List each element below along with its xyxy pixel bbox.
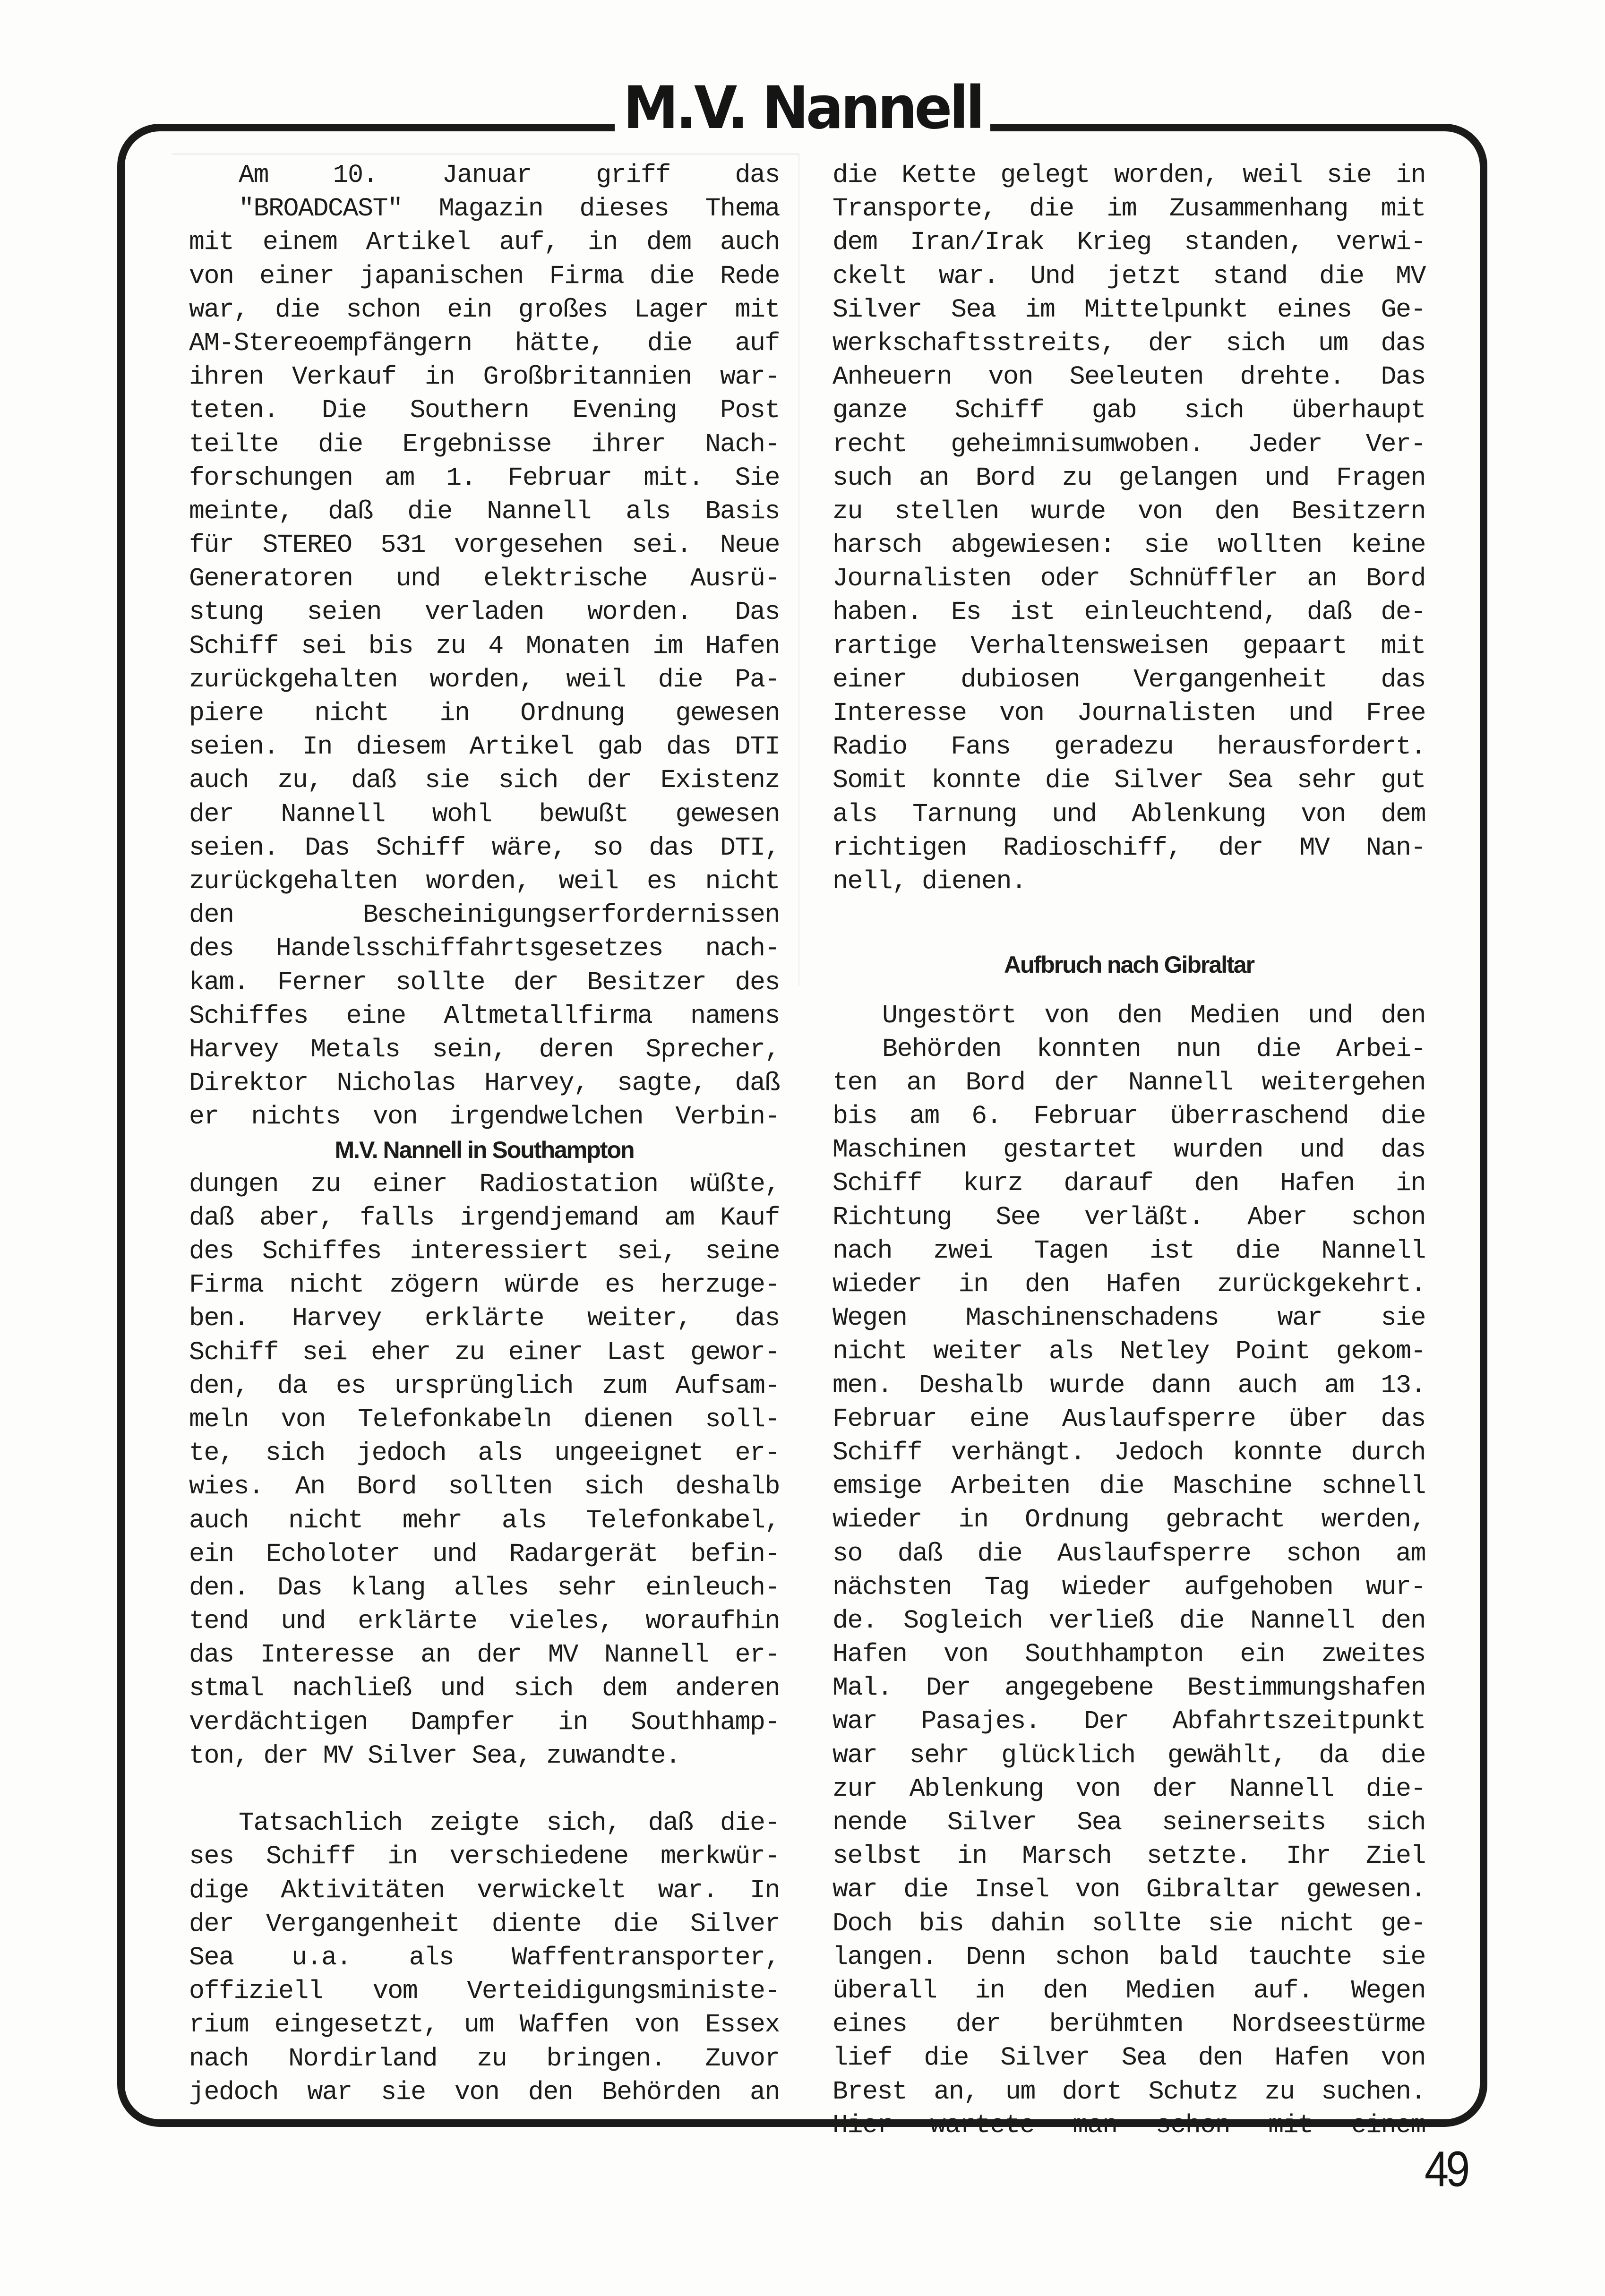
text-line: Schiff sei bis zu 4 Monaten im Hafen <box>189 631 780 661</box>
text-line: von einer japanischen Firma die Rede <box>189 261 780 291</box>
text-line: men. Deshalb wurde dann auch am 13. <box>833 1370 1425 1400</box>
text-line: te, sich jedoch als ungeeignet er- <box>189 1438 780 1468</box>
text-line: die Kette gelegt worden, weil sie in <box>833 160 1425 190</box>
text-line: Sea u.a. als Waffentransporter, <box>189 1942 780 1972</box>
text-line: ein Echoloter und Radargerät befin- <box>189 1539 780 1569</box>
text-line: der Vergangenheit diente die Silver <box>189 1909 780 1939</box>
paragraph-gap <box>189 1773 780 1806</box>
text-line: Mal. Der angegebene Bestimmungshafen <box>833 1673 1425 1703</box>
text-line: als Tarnung und Ablenkung von dem <box>833 799 1425 829</box>
text-line: Hier wartete man schon mit einem <box>833 2110 1425 2140</box>
text-line: nächsten Tag wieder aufgehoben wur- <box>833 1572 1425 1602</box>
text-line: des Handelsschiffahrtsgesetzes nach- <box>189 934 780 964</box>
text-line: Ungestört von den Medien und den <box>882 1000 1425 1030</box>
right-part2 <box>833 999 1425 2142</box>
text-line: den Bescheinigungserfordernissen <box>189 900 780 930</box>
text-line: Radio Fans geradezu herausfordert. <box>833 732 1425 762</box>
text-line: dem Iran/Irak Krieg standen, verwi- <box>833 227 1425 257</box>
text-line: rartige Verhaltensweisen gepaart mit <box>833 631 1425 661</box>
text-line: bis am 6. Februar überraschend die <box>833 1101 1425 1131</box>
text-line: einer dubiosen Vergangenheit das <box>833 664 1425 694</box>
left-part1 <box>189 158 780 1133</box>
text-line: tend und erklärte vieles, woraufhin <box>189 1606 780 1636</box>
text-line: recht geheimnisumwoben. Jeder Ver- <box>833 429 1425 459</box>
text-line: ckelt war. Und jetzt stand die MV <box>833 261 1425 291</box>
text-line: auch nicht mehr als Telefonkabel, <box>189 1505 780 1535</box>
text-line: war, die schon ein großes Lager mit <box>189 294 780 325</box>
text-line: Generatoren und elektrische Ausrü- <box>189 564 780 594</box>
text-line: Februar eine Auslaufsperre über das <box>833 1404 1425 1434</box>
text-line: den. Das klang alles sehr einleuch- <box>189 1572 780 1602</box>
text-line: ganze Schiff gab sich überhaupt <box>833 395 1425 426</box>
text-line: ben. Harvey erklärte weiter, das <box>189 1303 780 1334</box>
text-line: teten. Die Southern Evening Post <box>189 395 780 426</box>
text-line: nende Silver Sea seinerseits sich <box>833 1808 1425 1837</box>
text-line: ten an Bord der Nannell weitergehen <box>833 1067 1425 1097</box>
left-column <box>189 158 780 2109</box>
text-line: Anheuern von Seeleuten drehte. Das <box>833 362 1425 392</box>
subheading-gibraltar: Aufbruch nach Gibraltar <box>1004 951 1254 978</box>
text-line: stmal nachließ und sich dem anderen <box>189 1673 780 1704</box>
text-line: selbst in Marsch setzte. Ihr Ziel <box>833 1841 1425 1871</box>
text-line: er nichts von irgendwelchen Verbin- <box>189 1102 780 1132</box>
text-line: forschungen am 1. Februar mit. Sie <box>189 463 780 493</box>
text-line: jedoch war sie von den Behörden an <box>189 2077 780 2107</box>
text-line: Brest an, um dort Schutz zu suchen. <box>833 2076 1425 2107</box>
text-line: Am 10. Januar griff das <box>239 160 780 190</box>
text-line: verdächtigen Dampfer in Southhamp- <box>189 1707 780 1737</box>
text-line: ton, der MV Silver Sea, zuwandte. <box>189 1740 680 1771</box>
text-line: den, da es ursprünglich zum Aufsam- <box>189 1371 780 1401</box>
text-line: so daß die Auslaufsperre schon am <box>833 1538 1425 1568</box>
text-line: zurückgehalten worden, weil die Pa- <box>189 664 780 694</box>
text-line: Harvey Metals sein, deren Sprecher, <box>189 1034 780 1064</box>
text-line: war Pasajes. Der Abfahrtszeitpunkt <box>833 1706 1425 1737</box>
page-title: M.V. Nannell <box>615 78 991 137</box>
text-line: AM-Stereoempfängern hätte, die auf <box>189 328 780 358</box>
text-line: "BROADCAST" Magazin dieses Thema <box>239 194 780 224</box>
text-line: Hafen von Southhampton ein zweites <box>833 1639 1425 1670</box>
text-line: lief die Silver Sea den Hafen von <box>833 2043 1425 2073</box>
text-line: harsch abgewiesen: sie wollten keine <box>833 530 1425 560</box>
paragraph-gap <box>833 915 1425 948</box>
text-line: Tatsachlich zeigte sich, daß die- <box>239 1808 780 1838</box>
text-line: nach Nordirland zu bringen. Zuvor <box>189 2043 780 2073</box>
text-line: Transporte, die im Zusammenhang mit <box>833 194 1425 224</box>
text-line: nach zwei Tagen ist die Nannell <box>833 1235 1425 1266</box>
text-line: richtigen Radioschiff, der MV Nan- <box>833 832 1425 863</box>
text-line: nicht weiter als Netley Point gekom- <box>833 1336 1425 1367</box>
text-line: ses Schiff in verschiedene merkwür- <box>189 1842 780 1872</box>
text-line: eines der berühmten Nordseestürme <box>833 2009 1425 2039</box>
text-line: Richtung See verläßt. Aber schon <box>833 1202 1425 1232</box>
text-line: Doch bis dahin sollte sie nicht ge- <box>833 1908 1425 1938</box>
text-line: Schiff sei eher zu einer Last gewor- <box>189 1337 780 1367</box>
text-line: zurückgehalten worden, weil es nicht <box>189 866 780 896</box>
text-line: seien. Das Schiff wäre, so das DTI, <box>189 832 780 863</box>
text-line: haben. Es ist einleuchtend, daß de- <box>833 597 1425 627</box>
text-line: wieder in den Hafen zurückgekehrt. <box>833 1269 1425 1299</box>
text-line: wies. An Bord sollten sich deshalb <box>189 1472 780 1502</box>
right-column <box>833 158 1425 2142</box>
text-line: kam. Ferner sollte der Besitzer des <box>189 967 780 997</box>
text-line: zur Ablenkung von der Nannell die- <box>833 1773 1425 1804</box>
text-line: rium eingesetzt, um Waffen von Essex <box>189 2010 780 2040</box>
text-line: ihren Verkauf in Großbritannien war- <box>189 362 780 392</box>
text-line: piere nicht in Ordnung gewesen <box>189 698 780 728</box>
text-line: Firma nicht zögern würde es herzuge- <box>189 1270 780 1300</box>
text-line: Schiff kurz darauf den Hafen in <box>833 1168 1425 1199</box>
text-line: stung seien verladen worden. Das <box>189 597 780 627</box>
text-line: seien. In diesem Artikel gab das DTI <box>189 732 780 762</box>
text-line: teilte die Ergebnisse ihrer Nach- <box>189 429 780 459</box>
page-number: 49 <box>1425 2142 1468 2197</box>
text-line: war sehr glücklich gewählt, da die <box>833 1740 1425 1770</box>
text-line: Journalisten oder Schnüffler an Bord <box>833 564 1425 594</box>
text-line: meln von Telefonkabeln dienen soll- <box>189 1404 780 1434</box>
text-line: Schiff verhängt. Jedoch konnte durch <box>833 1437 1425 1467</box>
text-line: Schiffes eine Altmetallfirma namens <box>189 1001 780 1031</box>
text-line: der Nannell wohl bewußt gewesen <box>189 799 780 829</box>
text-line: meinte, daß die Nannell als Basis <box>189 496 780 526</box>
text-line: auch zu, daß sie sich der Existenz <box>189 765 780 796</box>
text-line: wieder in Ordnung gebracht werden, <box>833 1505 1425 1535</box>
text-line: zu stellen wurde von den Besitzern <box>833 496 1425 526</box>
text-line: dige Aktivitäten verwickelt war. In <box>189 1875 780 1905</box>
text-line: Silver Sea im Mittelpunkt eines Ge- <box>833 294 1425 325</box>
text-line: dungen zu einer Radiostation wüßte, <box>189 1169 780 1199</box>
text-line: nell, dienen. <box>833 866 1026 896</box>
text-line: such an Bord zu gelangen und Fragen <box>833 463 1425 493</box>
text-line: langen. Denn schon bald tauchte sie <box>833 1942 1425 1972</box>
text-line: Wegen Maschinenschadens war sie <box>833 1303 1425 1333</box>
text-line: werkschaftsstreits, der sich um das <box>833 328 1425 358</box>
text-line: war die Insel von Gibraltar gewesen. <box>833 1875 1425 1905</box>
title-bar <box>0 73 1605 142</box>
text-line: Direktor Nicholas Harvey, sagte, daß <box>189 1068 780 1098</box>
text-line: das Interesse an der MV Nannell er- <box>189 1640 780 1670</box>
text-line: des Schiffes interessiert sei, seine <box>189 1236 780 1266</box>
text-line: Interesse von Journalisten und Free <box>833 698 1425 728</box>
subheading-southampton: M.V. Nannell in Southampton <box>335 1137 634 1164</box>
text-line: mit einem Artikel auf, in dem auch <box>189 227 780 257</box>
right-part1 <box>833 158 1425 898</box>
paragraph-gap <box>833 898 1425 915</box>
text-line: daß aber, falls irgendjemand am Kauf <box>189 1202 780 1233</box>
text-line: Behörden konnten nun die Arbei- <box>882 1034 1425 1064</box>
text-line: emsige Arbeiten die Maschine schnell <box>833 1471 1425 1501</box>
text-line: überall in den Medien auf. Wegen <box>833 1975 1425 2005</box>
paragraph-gap <box>833 982 1425 999</box>
left-part3 <box>189 1806 780 2109</box>
text-line: offiziell vom Verteidigungsministe- <box>189 1976 780 2006</box>
text-line: de. Sogleich verließ die Nannell den <box>833 1605 1425 1636</box>
text-line: Somit konnte die Silver Sea sehr gut <box>833 765 1425 796</box>
text-line: Maschinen gestartet wurden und das <box>833 1135 1425 1165</box>
text-line: für STEREO 531 vorgesehen sei. Neue <box>189 530 780 560</box>
left-part2 <box>189 1167 780 1773</box>
